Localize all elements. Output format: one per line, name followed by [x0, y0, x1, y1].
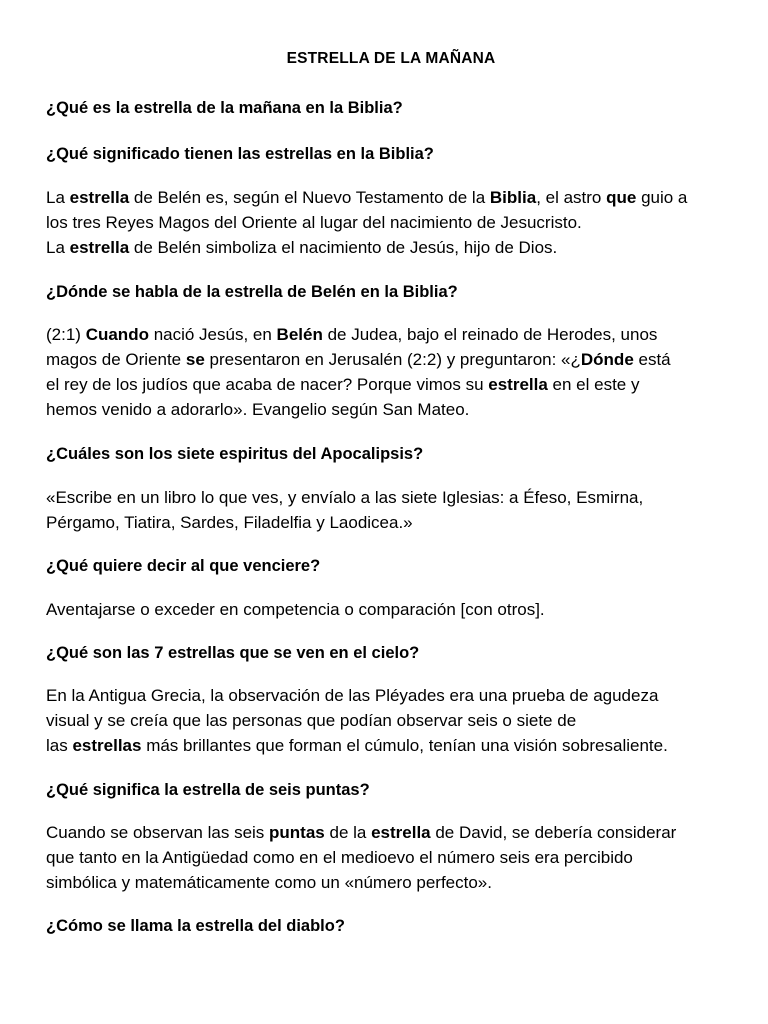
- bold-text: estrella: [488, 375, 548, 394]
- text-span: más brillantes que forman el cúmulo, tenían una visión sobresaliente.: [141, 736, 668, 755]
- question-venciere: ¿Qué quiere decir al que venciere?: [46, 557, 321, 575]
- paragraph-line: «Escribe en un libro lo que ves, y envíalo a las siete Iglesias: a Éfeso, Esmirna,: [46, 488, 644, 507]
- text-span: Cuando se observan las seis: [46, 823, 270, 842]
- question-devil-star: ¿Cómo se llama la estrella del diablo?: [46, 917, 345, 935]
- bold-text: estrellas: [72, 736, 142, 755]
- paragraph-line: Aventajarse o exceder en competencia o comparación [con otros].: [46, 600, 545, 619]
- text-span: el rey de los judíos que acaba de nacer? Porque vimos su: [46, 375, 489, 394]
- paragraph-line: [46, 820, 746, 845]
- text-span: de Judea, bajo el reinado de Herodes, unos: [322, 325, 658, 344]
- question-six-point-star: ¿Qué significa la estrella de seis puntas?: [46, 781, 370, 799]
- text-span: La: [46, 238, 70, 257]
- bold-text: que: [606, 188, 637, 207]
- question-morning-star: ¿Qué es la estrella de la mañana en la Biblia?: [46, 99, 403, 117]
- question-where-bible: ¿Dónde se habla de la estrella de Belén en la Biblia?: [46, 283, 458, 301]
- text-span: (2:1): [46, 325, 86, 344]
- document-title: ESTRELLA DE LA MAÑANA: [286, 50, 496, 67]
- paragraph-line: [46, 372, 746, 397]
- bold-text: estrella: [371, 823, 431, 842]
- question-seven-spirits: ¿Cuáles son los siete espiritus del Apocalipsis?: [46, 445, 424, 463]
- paragraph-line: [46, 185, 746, 210]
- text-span: magos de Oriente: [46, 350, 186, 369]
- text-span: las: [46, 736, 73, 755]
- paragraph-matthew: [46, 322, 746, 422]
- bold-text: Cuando: [85, 325, 149, 344]
- text-span: de Belén simboliza el nacimiento de Jesús, hijo de Dios.: [129, 238, 558, 257]
- text-span: de David, se debería considerar: [430, 823, 677, 842]
- question-star-meaning: ¿Qué significado tienen las estrellas en la Biblia?: [46, 145, 434, 163]
- paragraph-line: simbólica y matemáticamente como un «número perfecto».: [46, 873, 492, 892]
- paragraph-line: visual y se creía que las personas que podían observar seis o siete de: [46, 711, 577, 730]
- paragraph-bethlehem-star: [46, 185, 746, 260]
- bold-text: Dónde: [580, 350, 634, 369]
- bold-text: se: [185, 350, 205, 369]
- bold-text: Biblia: [489, 188, 537, 207]
- bold-text: puntas: [269, 823, 325, 842]
- text-span: en el este y: [547, 375, 640, 394]
- bold-text: estrella: [69, 188, 130, 207]
- text-span: de Belén es, según el Nuevo Testamento de la: [129, 188, 490, 207]
- paragraph-churches: [46, 485, 746, 535]
- paragraph-line: los tres Reyes Magos del Oriente al lugar del nacimiento de Jesucristo.: [46, 213, 582, 232]
- paragraph-david-star: [46, 820, 746, 895]
- paragraph-line: [46, 235, 746, 260]
- text-span: guio a: [636, 188, 688, 207]
- text-span: presentaron en Jerusalén (2:2) y preguntaron: «¿: [204, 350, 581, 369]
- paragraph-line: En la Antigua Grecia, la observación de las Pléyades era una prueba de agudeza: [46, 686, 659, 705]
- paragraph-line: que tanto en la Antigüedad como en el medioevo el número seis era percibido: [46, 848, 633, 867]
- paragraph-line: Pérgamo, Tiatira, Sardes, Filadelfia y Laodicea.»: [46, 513, 413, 532]
- paragraph-line: [46, 733, 746, 758]
- paragraph-line: hemos venido a adorarlo». Evangelio según San Mateo.: [46, 400, 470, 419]
- question-seven-stars: ¿Qué son las 7 estrellas que se ven en el cielo?: [46, 644, 420, 662]
- text-span: , el astro: [536, 188, 607, 207]
- text-span: La: [46, 188, 70, 207]
- paragraph-line: [46, 347, 746, 372]
- paragraph-line: [46, 322, 746, 347]
- text-span: nació Jesús, en: [148, 325, 277, 344]
- bold-text: estrella: [69, 238, 130, 257]
- bold-text: Belén: [276, 325, 323, 344]
- paragraph-aventajarse: [46, 597, 746, 622]
- text-span: está: [633, 350, 671, 369]
- text-span: de la: [324, 823, 372, 842]
- paragraph-pleyades: [46, 683, 746, 758]
